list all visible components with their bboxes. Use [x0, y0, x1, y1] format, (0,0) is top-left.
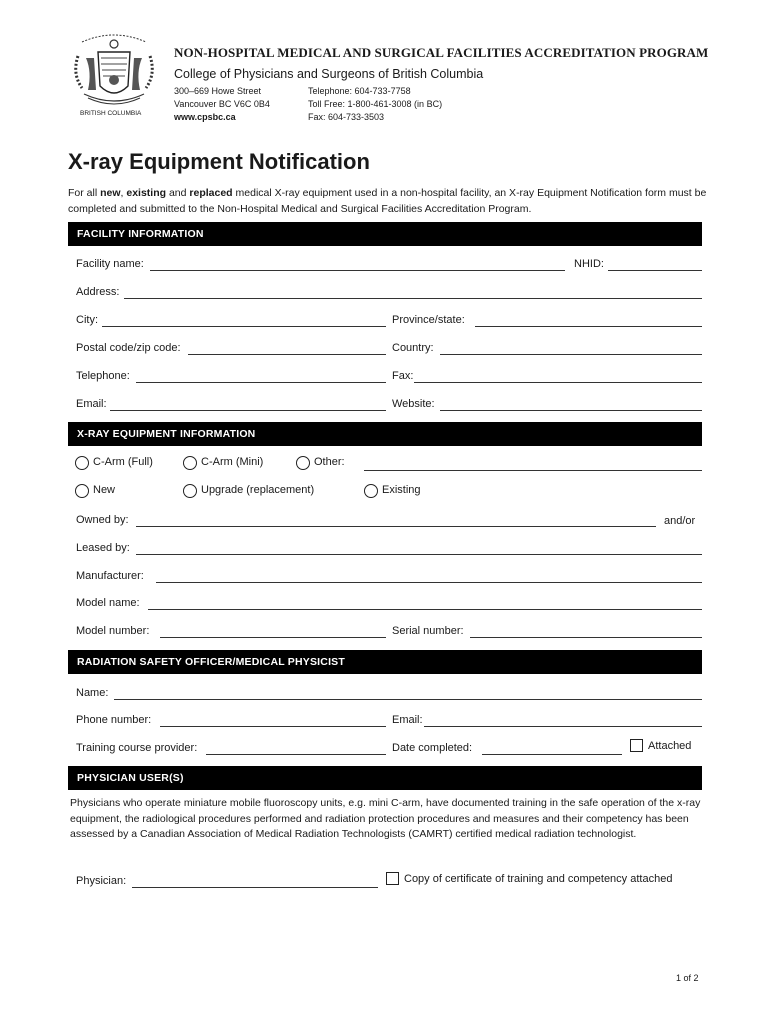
other-label: Other:	[314, 456, 345, 468]
carm-mini-label: C-Arm (Mini)	[201, 456, 264, 468]
intro-text-2: ,	[120, 187, 127, 199]
physician-paragraph: Physicians who operate miniature mobile fluoroscopy units, e.g. mini C-arm, have documented training in the safe operation of the x-ray equipment, the radiological procedures performed and radiation protection procedures and measures and their competency has been assessed by a Canadian Association of Medical Radiation Technologists (CAMRT) certified medical radiation technologist.	[70, 797, 701, 840]
carm-full-radio[interactable]	[75, 456, 89, 470]
upgrade-radio[interactable]	[183, 484, 197, 498]
serial-number-label: Serial number:	[392, 625, 464, 637]
facility-name-label: Facility name:	[76, 258, 144, 270]
model-name-field[interactable]	[148, 609, 702, 610]
physician-field[interactable]	[132, 887, 378, 888]
intro-text-1: For all	[68, 187, 101, 199]
manufacturer-label: Manufacturer:	[76, 570, 144, 582]
address-city: Vancouver BC V6C 0B4	[174, 99, 270, 109]
physician-label: Physician:	[76, 875, 127, 887]
serial-number-field[interactable]	[470, 637, 702, 638]
city-label: City:	[76, 314, 98, 326]
postal-code-label: Postal code/zip code:	[76, 342, 181, 354]
website-label: Website:	[392, 398, 435, 410]
owned-by-field[interactable]	[136, 526, 656, 527]
website-field[interactable]	[440, 410, 702, 411]
email-label: Email:	[76, 398, 107, 410]
city-field[interactable]	[102, 326, 386, 327]
contact-telephone: Telephone: 604-733-7758	[308, 86, 411, 96]
email-field[interactable]	[110, 410, 386, 411]
postal-code-field[interactable]	[188, 354, 386, 355]
website-link[interactable]: www.cpsbc.ca	[174, 112, 236, 122]
carm-full-label: C-Arm (Full)	[93, 456, 153, 468]
program-name: NON-HOSPITAL MEDICAL AND SURGICAL FACILITIES ACCREDITATION PROGRAM	[174, 45, 709, 60]
form-title: X-ray Equipment Notification	[68, 149, 370, 174]
intro-replaced: replaced	[189, 187, 233, 199]
model-name-label: Model name:	[76, 597, 140, 609]
college-contact	[308, 85, 442, 124]
telephone-label: Telephone:	[76, 370, 130, 382]
intro-existing: existing	[126, 187, 167, 199]
rso-phone-label: Phone number:	[76, 714, 152, 726]
rso-email-field[interactable]	[424, 726, 702, 727]
rso-name-label: Name:	[76, 687, 109, 699]
address-label: Address:	[76, 286, 120, 298]
training-provider-field[interactable]	[206, 754, 386, 755]
college-crest-logo	[68, 28, 160, 122]
province-label: Province/state:	[392, 314, 465, 326]
intro-text-4: medical X-ray equipment used in a non-hospital facility, an X-ray Equipment Notification form must be completed and submitted to the Non-Hospital Medical and Surgical Facilities Accreditation Program.	[68, 187, 707, 215]
attached-label: Attached	[648, 740, 692, 752]
fax-field[interactable]	[414, 382, 702, 383]
fax-label: Fax:	[392, 370, 414, 382]
and-or-label: and/or	[664, 515, 696, 527]
model-number-field[interactable]	[160, 637, 386, 638]
rso-email-label: Email:	[392, 714, 423, 726]
physician-section-heading: PHYSICIAN USER(S)	[68, 766, 702, 790]
contact-tollfree: Toll Free: 1-800-461-3008 (in BC)	[308, 99, 443, 109]
rso-section-heading: RADIATION SAFETY OFFICER/MEDICAL PHYSICIST	[68, 650, 702, 674]
leased-by-field[interactable]	[136, 554, 702, 555]
certificate-checkbox[interactable]	[386, 872, 399, 885]
existing-radio[interactable]	[364, 484, 378, 498]
new-radio[interactable]	[75, 484, 89, 498]
existing-label: Existing	[382, 484, 421, 496]
page-number: 1 of 2	[676, 973, 699, 983]
training-provider-label: Training course provider:	[76, 742, 198, 754]
owned-by-label: Owned by:	[76, 514, 129, 526]
other-radio[interactable]	[296, 456, 310, 470]
intro-text-3: and	[166, 187, 190, 199]
facility-section-heading: FACILITY INFORMATION	[68, 222, 702, 246]
nhid-label: NHID:	[574, 258, 604, 270]
address-field[interactable]	[124, 298, 702, 299]
date-completed-label: Date completed:	[392, 742, 473, 754]
upgrade-label: Upgrade (replacement)	[201, 484, 315, 496]
leased-by-label: Leased by:	[76, 542, 130, 554]
nhid-field[interactable]	[608, 270, 702, 271]
equipment-section-heading: X-RAY EQUIPMENT INFORMATION	[68, 422, 702, 446]
date-completed-field[interactable]	[482, 754, 622, 755]
other-field[interactable]	[364, 470, 702, 471]
rso-name-field[interactable]	[114, 699, 702, 700]
facility-name-field[interactable]	[150, 270, 565, 271]
attached-checkbox[interactable]	[630, 739, 643, 752]
rso-phone-field[interactable]	[160, 726, 386, 727]
new-label: New	[93, 484, 116, 496]
carm-mini-radio[interactable]	[183, 456, 197, 470]
telephone-field[interactable]	[136, 382, 386, 383]
model-number-label: Model number:	[76, 625, 150, 637]
college-address	[174, 85, 270, 124]
manufacturer-field[interactable]	[156, 582, 702, 583]
address-street: 300–669 Howe Street	[174, 86, 262, 96]
contact-fax: Fax: 604-733-3503	[308, 112, 385, 122]
intro-paragraph	[68, 185, 708, 217]
country-field[interactable]	[440, 354, 702, 355]
college-name: College of Physicians and Surgeons of British Columbia	[174, 67, 484, 81]
country-label: Country:	[392, 342, 434, 354]
intro-new: new	[100, 187, 121, 199]
crest-caption: BRITISH COLUMBIA	[80, 110, 142, 117]
certificate-label: Copy of certificate of training and competency attached	[404, 873, 673, 885]
province-field[interactable]	[475, 326, 702, 327]
